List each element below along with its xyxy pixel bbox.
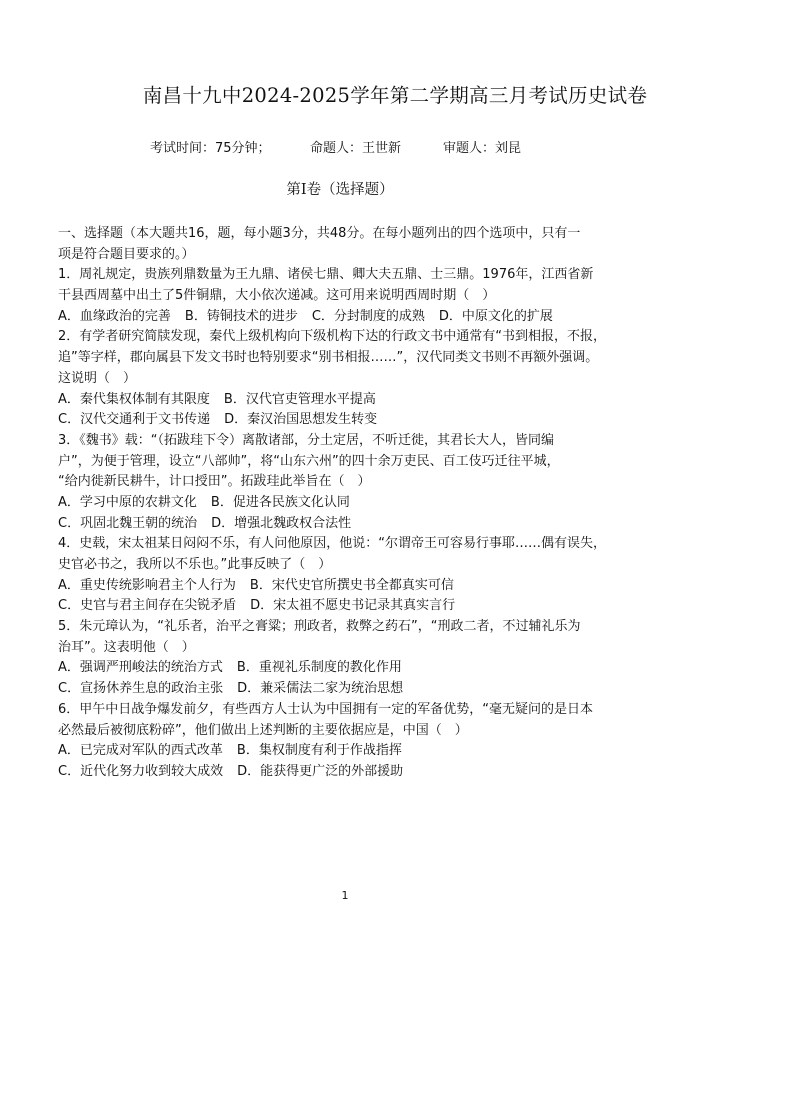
answer-option: D．兼采儒法二家为统治思想 bbox=[237, 681, 404, 697]
question-stem-line: 追”等字样，郡向属县下发文书时也特别要求“别书相报……”，汉代同类文书则不再额外强调。 bbox=[58, 350, 599, 366]
option-row bbox=[58, 514, 638, 535]
option-row bbox=[58, 307, 638, 328]
answer-option: D．秦汉治国思想发生转变 bbox=[224, 412, 378, 428]
question-stem-line: 2．有学者研究简牍发现，秦代上级机构向下级机构下达的行政文书中通常有“书到相报，不报， bbox=[58, 329, 607, 345]
answer-option: B．集权制度有利于作战指挥 bbox=[236, 743, 402, 759]
exam-meta bbox=[150, 137, 521, 156]
option-row bbox=[58, 596, 638, 617]
answer-option: B．铸铜技术的进步 bbox=[184, 308, 298, 324]
answer-option: D．增强北魏政权合法性 bbox=[211, 515, 352, 531]
answer-option: C．宣扬休养生息的政治主张 bbox=[58, 681, 224, 697]
answer-option: A．血缘政治的完善 bbox=[58, 308, 171, 324]
question-stem-line: 3．《魏书》载：“（拓跋珪下令）离散诸部，分土定居，不听迁徙，其君长大人，皆同编 bbox=[58, 432, 555, 448]
question-stem-line: 必然最后被彻底粉碎”，他们做出上述判断的主要依据应是，中国（ ） bbox=[58, 722, 468, 738]
option-row bbox=[58, 410, 638, 431]
question-6 bbox=[58, 700, 638, 783]
question-4 bbox=[58, 534, 638, 617]
option-row bbox=[58, 741, 638, 762]
question-5 bbox=[58, 617, 638, 700]
question-stem-line: “给内徙新民耕牛，计口授田”。拓跋珪此举旨在（ ） bbox=[58, 474, 371, 490]
answer-option: C．汉代交通利于文书传递 bbox=[58, 412, 211, 428]
option-row bbox=[58, 762, 638, 783]
question-stem-line: 6．甲午中日战争爆发前夕，有些西方人士认为中国拥有一定的军备优势，“毫无疑问的是日本 bbox=[58, 701, 594, 717]
question-stem-line: 治耳”。这表明他（ ） bbox=[58, 639, 195, 655]
exam-title: 南昌十九中2024-2025学年第二学期高三月考试历史试卷 bbox=[142, 84, 648, 107]
question-stem-line: 史官必书之，我所以不乐也。”此事反映了（ ） bbox=[58, 557, 332, 572]
section-intro-line-1: 一、选择题（本大题共16，题，每小题3分，共48分。在每小题列出的四个选项中，只有一 bbox=[58, 226, 581, 241]
answer-option: B．促进各民族文化认同 bbox=[210, 494, 350, 510]
answer-option: C．史官与君主间存在尖锐矛盾 bbox=[58, 598, 237, 614]
section-intro-line-2: 项是符合题目要求的。） bbox=[58, 246, 195, 262]
exam-author: 命题人：王世新 bbox=[310, 141, 402, 156]
option-row bbox=[58, 658, 638, 679]
question-stem-line: 1．周礼规定，贵族列鼎数量为王九鼎、诸侯七鼎、卿大夫五鼎、士三鼎。1976年，江西省新 bbox=[58, 267, 594, 283]
answer-option: C．近代化努力收到较大成效 bbox=[58, 763, 224, 779]
question-stem-line: 4．史载，宋太祖某日闷闷不乐，有人问他原因，他说：“尔谓帝王可容易行事耶……偶有误失， bbox=[58, 536, 607, 552]
exam-reviewer: 审题人：刘昆 bbox=[443, 141, 522, 156]
answer-option: A．强调严刑峻法的统治方式 bbox=[58, 660, 223, 676]
answer-option: A．重史传统影响君主个人行为 bbox=[58, 577, 236, 593]
answer-option: A．秦代集权体制有其限度 bbox=[58, 391, 210, 407]
answer-option: B．宋代史官所撰史书全都真实可信 bbox=[249, 577, 454, 593]
answer-option: D．能获得更广泛的外部援助 bbox=[237, 763, 404, 779]
answer-option: D．中原文化的扩展 bbox=[438, 308, 553, 324]
answer-option: C．巩固北魏王朝的统治 bbox=[58, 515, 198, 531]
answer-option: B．重视礼乐制度的教化作用 bbox=[236, 660, 402, 676]
part-title: 第Ⅰ卷（选择题） bbox=[286, 182, 394, 198]
option-row bbox=[58, 390, 638, 411]
answer-option: D．宋太祖不愿史书记录其真实言行 bbox=[250, 598, 456, 614]
option-row bbox=[58, 576, 638, 597]
question-2 bbox=[58, 327, 638, 430]
question-3 bbox=[58, 431, 638, 534]
question-stem-line: 5．朱元璋认为，“礼乐者，治平之膏粱；刑政者，救弊之药石”，“刑政二者，不过辅礼乐为 bbox=[58, 619, 581, 635]
page-number: 1 bbox=[341, 889, 349, 902]
answer-option: A．已完成对军队的西式改革 bbox=[58, 743, 223, 759]
exam-time: 考试时间：75分钟； bbox=[150, 141, 271, 156]
question-list bbox=[58, 265, 638, 782]
question-stem-line: 干县西周墓中出土了5件铜鼎，大小依次递减。这可用来说明西周时期（ ） bbox=[58, 288, 496, 304]
question-stem-line: 这说明（ ） bbox=[58, 370, 137, 386]
option-row bbox=[58, 493, 638, 514]
answer-option: B．汉代官吏管理水平提高 bbox=[223, 391, 376, 407]
answer-option: A．学习中原的农耕文化 bbox=[58, 494, 197, 510]
answer-option: C．分封制度的成熟 bbox=[311, 308, 425, 324]
question-section bbox=[58, 224, 638, 783]
question-1 bbox=[58, 265, 638, 327]
question-stem-line: 户”，为便于管理，设立“八部帅”，将“山东六州”的四十余万吏民、百工伎巧迁往平城， bbox=[58, 453, 560, 469]
option-row bbox=[58, 679, 638, 700]
